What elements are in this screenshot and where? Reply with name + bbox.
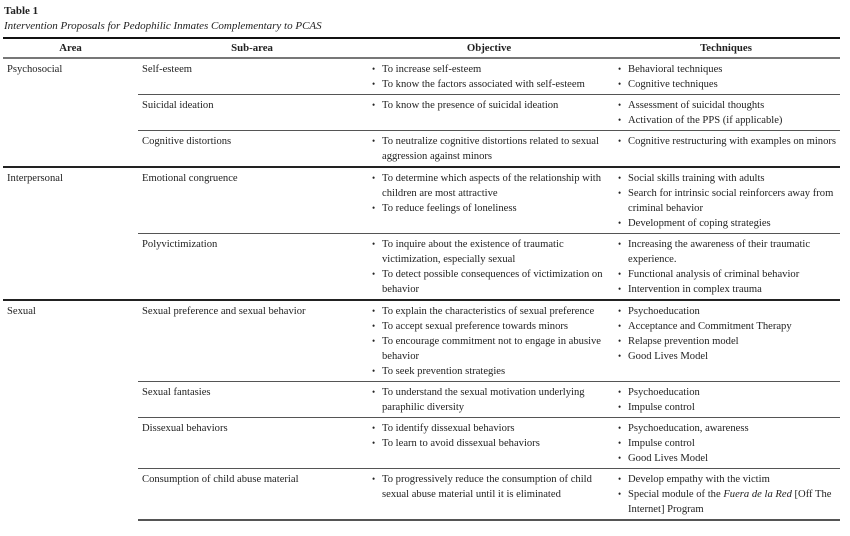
- objective-item: • To progressively reduce the consumption of child sexual abuse material until it is eliminated: [370, 472, 612, 502]
- techniques-cell: [612, 418, 840, 469]
- header-techniques: Techniques: [612, 38, 840, 58]
- objective-cell: [366, 300, 612, 382]
- objective-item: • To explain the characteristics of sexual preference: [370, 304, 612, 319]
- objective-cell: [366, 167, 612, 234]
- header-objective: Objective: [366, 38, 612, 58]
- objective-cell: [366, 95, 612, 131]
- technique-item: • Activation of the PPS (if applicable): [616, 113, 840, 128]
- objective-cell: [366, 418, 612, 469]
- area-cell: Sexual: [3, 300, 138, 520]
- area-cell: Psychosocial: [7, 64, 63, 75]
- program-name: Fuera de la Red: [723, 489, 792, 500]
- objective-item: • To identify dissexual behaviors: [370, 421, 612, 436]
- technique-item: • Development of coping strategies: [616, 216, 840, 231]
- technique-item: • Good Lives Model: [616, 451, 840, 466]
- objective-item: • To detect possible consequences of victimization on behavior: [370, 267, 612, 297]
- technique-item: • Behavioral techniques: [616, 62, 840, 77]
- objective-item: • To reduce feelings of loneliness: [370, 201, 612, 216]
- objective-item: • To know the factors associated with self-esteem: [370, 77, 612, 92]
- sub-area-cell: Consumption of child abuse material: [138, 469, 366, 521]
- techniques-cell: [612, 234, 840, 301]
- objective-item: • To know the presence of suicidal ideation: [370, 98, 612, 113]
- objective-item: • To neutralize cognitive distortions related to sexual aggression against minors: [370, 134, 612, 164]
- technique-item: • Assessment of suicidal thoughts: [616, 98, 840, 113]
- objective-cell: [366, 58, 612, 95]
- objective-cell: [366, 234, 612, 301]
- table-row: [3, 300, 840, 382]
- technique-item: • Intervention in complex trauma: [616, 282, 840, 297]
- techniques-cell: [612, 131, 840, 168]
- objective-item: • To learn to avoid dissexual behaviors: [370, 436, 612, 451]
- objective-item: • To inquire about the existence of traumatic victimization, especially sexual: [370, 237, 612, 267]
- objective-cell: [366, 382, 612, 418]
- technique-item: • Acceptance and Commitment Therapy: [616, 319, 840, 334]
- technique-item: • Increasing the awareness of their traumatic experience.: [616, 237, 840, 267]
- technique-item: • Psychoeducation, awareness: [616, 421, 840, 436]
- area-cell: Interpersonal: [3, 167, 138, 300]
- sub-area-cell: Sexual preference and sexual behavior: [138, 300, 366, 382]
- techniques-cell: [612, 58, 840, 95]
- techniques-cell: [612, 95, 840, 131]
- objective-item: • To encourage commitment not to engage in abusive behavior: [370, 334, 612, 364]
- technique-item: • Impulse control: [616, 400, 840, 415]
- sub-area-cell: Polyvictimization: [138, 234, 366, 301]
- technique-item: • Social skills training with adults: [616, 171, 840, 186]
- technique-item: • Good Lives Model: [616, 349, 840, 364]
- technique-item: • Special module of the Fuera de la Red [Off The Internet] Program: [616, 487, 840, 517]
- techniques-cell: [612, 300, 840, 382]
- table-label: Table 1: [4, 5, 39, 17]
- sub-area-cell: Sexual fantasies: [138, 382, 366, 418]
- technique-item: • Psychoeducation: [616, 385, 840, 400]
- sub-area-cell: Dissexual behaviors: [138, 418, 366, 469]
- techniques-cell: [612, 167, 840, 234]
- technique-item: • Search for intrinsic social reinforcers away from criminal behavior: [616, 186, 840, 216]
- technique-item: • Cognitive techniques: [616, 77, 840, 92]
- objective-item: • To seek prevention strategies: [370, 364, 612, 379]
- header-area: Area: [3, 38, 138, 58]
- sub-area-cell: Suicidal ideation: [138, 95, 366, 131]
- sub-area-cell: Emotional congruence: [138, 167, 366, 234]
- technique-item: • Develop empathy with the victim: [616, 472, 840, 487]
- sub-area-cell: Self-esteem: [142, 64, 193, 75]
- objective-cell: [366, 131, 612, 168]
- objective-item: • To accept sexual preference towards minors: [370, 319, 612, 334]
- table-row: [3, 58, 840, 95]
- objective-cell: [366, 469, 612, 521]
- objective-item: • To increase self-esteem: [370, 62, 612, 77]
- table-title: Intervention Proposals for Pedophilic Inmates Complementary to PCAS: [4, 20, 322, 32]
- technique-item: • Relapse prevention model: [616, 334, 840, 349]
- technique-item: • Impulse control: [616, 436, 840, 451]
- techniques-cell: [612, 469, 840, 521]
- sub-area-cell: Cognitive distortions: [138, 131, 366, 168]
- intervention-table: [3, 37, 840, 521]
- techniques-cell: [612, 382, 840, 418]
- technique-item: • Cognitive restructuring with examples on minors: [616, 134, 840, 149]
- objective-item: • To determine which aspects of the relationship with children are most attractive: [370, 171, 612, 201]
- technique-item: • Psychoeducation: [616, 304, 840, 319]
- header-row: [3, 38, 840, 58]
- header-sub-area: Sub-area: [138, 38, 366, 58]
- technique-item: • Functional analysis of criminal behavior: [616, 267, 840, 282]
- table-row: [3, 167, 840, 234]
- objective-item: • To understand the sexual motivation underlying paraphilic diversity: [370, 385, 612, 415]
